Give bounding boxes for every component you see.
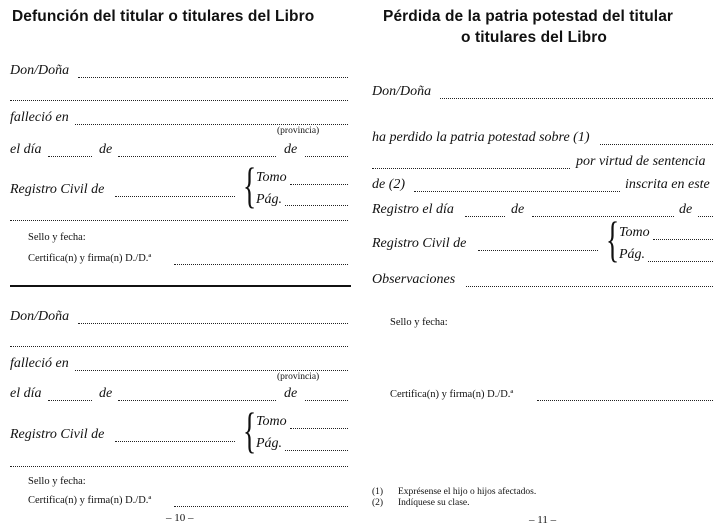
month-field[interactable] xyxy=(118,400,276,401)
de-label: de xyxy=(99,142,113,157)
sello-fecha-label: Sello y fecha: xyxy=(28,476,86,487)
extra-line-field[interactable] xyxy=(10,466,348,467)
observaciones-field[interactable] xyxy=(466,286,713,287)
pag-label: Pág. xyxy=(619,247,646,262)
signature-field[interactable] xyxy=(537,400,713,401)
de-label: de xyxy=(99,386,113,401)
right-page-title-line2: o titulares del Libro xyxy=(461,29,607,46)
pag-label: Pág. xyxy=(256,436,283,451)
certifica-label: Certifica(n) y firma(n) D./D.ª xyxy=(28,253,152,264)
registro-civil-field[interactable] xyxy=(478,250,598,251)
fallecio-en-label: falleció en xyxy=(10,110,69,125)
tomo-field[interactable] xyxy=(653,239,713,240)
tomo-field[interactable] xyxy=(290,184,348,185)
extra-line-field[interactable] xyxy=(10,220,348,221)
month-field[interactable] xyxy=(532,216,674,217)
pag-field[interactable] xyxy=(285,450,348,451)
registro-civil-field[interactable] xyxy=(115,196,235,197)
tomo-label: Tomo xyxy=(256,414,287,429)
registro-civil-label: Registro Civil de xyxy=(10,182,105,197)
pag-field[interactable] xyxy=(648,261,713,262)
left-page-title: Defunción del titular o titulares del Libro xyxy=(12,8,315,25)
footnote-2-number: (2) xyxy=(372,498,384,508)
el-dia-label: el día xyxy=(10,386,42,401)
section-divider xyxy=(10,285,351,287)
page-number: – 11 – xyxy=(529,514,557,526)
registro-civil-field[interactable] xyxy=(115,441,235,442)
name-field[interactable] xyxy=(440,98,713,99)
year-field[interactable] xyxy=(305,400,348,401)
children-field[interactable] xyxy=(600,144,713,145)
de-label: de xyxy=(511,202,525,217)
sello-fecha-label: Sello y fecha: xyxy=(390,317,448,328)
right-page-title-line1: Pérdida de la patria potestad del titular xyxy=(383,8,674,25)
year-field[interactable] xyxy=(698,216,713,217)
name-field[interactable] xyxy=(78,323,348,324)
el-dia-label: el día xyxy=(10,142,42,157)
signature-field[interactable] xyxy=(174,264,348,265)
don-dona-label: Don/Doña xyxy=(372,84,432,99)
tomo-field[interactable] xyxy=(290,428,348,429)
por-virtud-label: por virtud de sentencia xyxy=(576,154,706,169)
ha-perdido-label: ha perdido la patria potestad sobre (1) xyxy=(372,130,590,145)
de-label: de xyxy=(284,142,298,157)
footnote-2-text: Indíquese su clase. xyxy=(398,498,470,508)
fallecio-en-label: falleció en xyxy=(10,356,69,371)
certifica-label: Certifica(n) y firma(n) D./D.ª xyxy=(28,495,152,506)
provincia-label: (provincia) xyxy=(277,372,320,382)
footnote-1-text: Exprésense el hijo o hijos afectados. xyxy=(398,487,537,497)
observaciones-label: Observaciones xyxy=(372,272,456,287)
sentence-type-field[interactable] xyxy=(414,191,620,192)
pag-field[interactable] xyxy=(285,205,348,206)
sello-fecha-label: Sello y fecha: xyxy=(28,232,86,243)
year-field[interactable] xyxy=(305,156,348,157)
death-place-field[interactable] xyxy=(75,124,348,125)
de-label: de xyxy=(284,386,298,401)
registro-civil-label: Registro Civil de xyxy=(10,427,105,442)
pag-label: Pág. xyxy=(256,192,283,207)
tomo-label: Tomo xyxy=(256,170,287,185)
don-dona-label: Don/Doña xyxy=(10,309,70,324)
children-field-continued[interactable] xyxy=(372,168,570,169)
registro-civil-label: Registro Civil de xyxy=(372,236,467,251)
signature-field[interactable] xyxy=(174,506,348,507)
name-field-continued[interactable] xyxy=(10,346,348,347)
tomo-label: Tomo xyxy=(619,225,650,240)
de-2-label: de (2) xyxy=(372,177,406,192)
inscrita-label: inscrita en este xyxy=(625,177,710,192)
brace-glyph: { xyxy=(243,402,257,458)
de-label: de xyxy=(679,202,693,217)
brace-glyph: { xyxy=(243,157,257,213)
name-field[interactable] xyxy=(78,77,348,78)
name-field-continued[interactable] xyxy=(10,100,348,101)
footnote-1-number: (1) xyxy=(372,487,384,497)
page-number: – 10 – xyxy=(166,512,194,524)
death-place-field[interactable] xyxy=(75,370,348,371)
certifica-label: Certifica(n) y firma(n) D./D.ª xyxy=(390,389,514,400)
day-field[interactable] xyxy=(48,156,92,157)
don-dona-label: Don/Doña xyxy=(10,63,70,78)
day-field[interactable] xyxy=(48,400,92,401)
day-field[interactable] xyxy=(465,216,505,217)
provincia-label: (provincia) xyxy=(277,126,320,136)
registro-el-dia-label: Registro el día xyxy=(372,202,454,217)
brace-glyph: { xyxy=(606,211,620,267)
